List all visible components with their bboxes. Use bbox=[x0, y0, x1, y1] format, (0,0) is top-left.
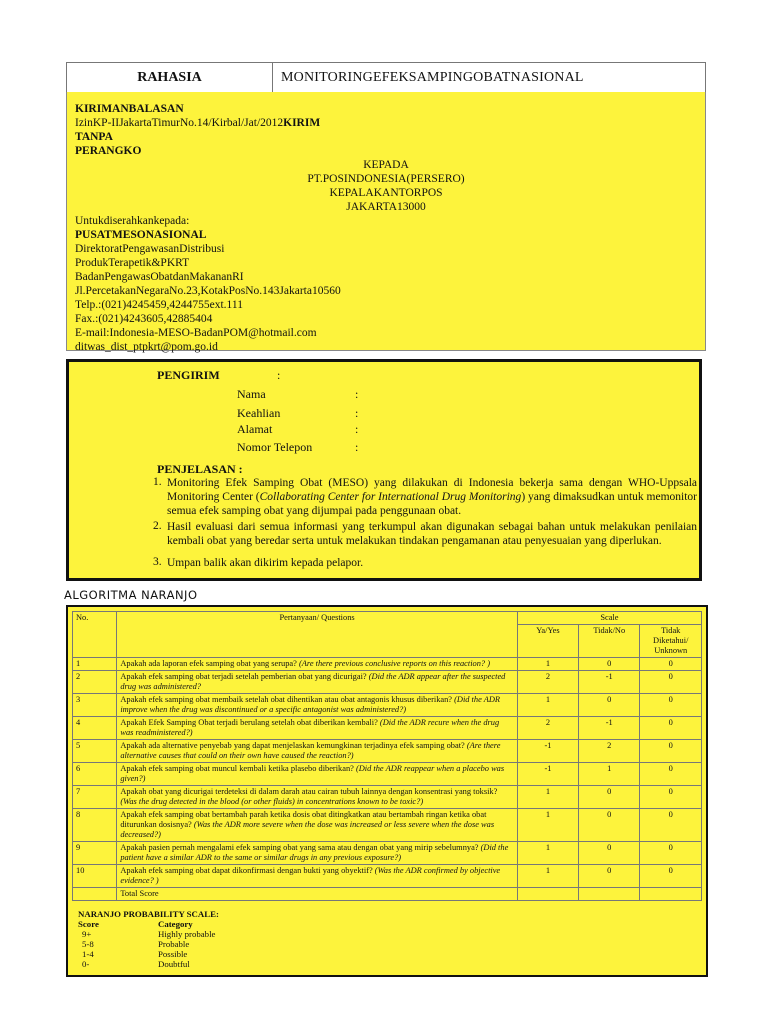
row-unknown: 0 bbox=[640, 786, 702, 809]
algoritma-title: ALGORITMA NARANJO bbox=[64, 588, 198, 602]
question-en: (Was the ADR confirmed by objective evidence? ) bbox=[120, 866, 501, 885]
item-1-text bbox=[167, 476, 697, 518]
row-unknown: 0 bbox=[640, 865, 702, 888]
fax: Fax.:(021)4243605,42885404 bbox=[75, 313, 213, 325]
header-title: MONITORINGEFEKSAMPINGOBATNASIONAL bbox=[281, 70, 584, 85]
total-unknown bbox=[640, 888, 702, 901]
probability-row bbox=[78, 959, 219, 969]
question-id: Apakah efek samping obat membaik setelah obat dihentikan atau obat antagonis khusus diberikan? bbox=[120, 695, 453, 704]
question-en: (Are there previous conclusive reports on this reaction? ) bbox=[298, 659, 490, 668]
row-tidak: 0 bbox=[579, 865, 640, 888]
row-tidak: 0 bbox=[579, 694, 640, 717]
email: E-mail:Indonesia-MESO-BadanPOM@hotmail.com bbox=[75, 327, 317, 339]
question-en: (Was the drug detected in the blood (or other fluids) in concentrations known to be toxic?) bbox=[120, 797, 424, 806]
table-row bbox=[73, 865, 702, 888]
probability-row bbox=[78, 929, 219, 939]
row-question bbox=[117, 694, 517, 717]
row-no: 5 bbox=[73, 740, 117, 763]
item-3-text: Umpan balik akan dikirim kepada pelapor. bbox=[167, 557, 364, 569]
row-yes: 1 bbox=[517, 786, 578, 809]
row-yes: 1 bbox=[517, 842, 578, 865]
row-no: 9 bbox=[73, 842, 117, 865]
penjelasan-title: PENJELASAN : bbox=[157, 462, 243, 476]
row-no: 4 bbox=[73, 717, 117, 740]
question-id: Apakah efek samping obat muncul kembali ketika plasebo diberikan? bbox=[120, 764, 354, 773]
colon-nama: : bbox=[355, 387, 359, 401]
probability-score: 5-8 bbox=[82, 939, 94, 949]
item-2-num: 2. bbox=[153, 520, 162, 532]
pos-indonesia: PT.POSINDONESIA(PERSERO) bbox=[307, 173, 465, 185]
row-yes: 1 bbox=[517, 865, 578, 888]
th-yes: Ya/Yes bbox=[517, 625, 578, 658]
probability-score: 0- bbox=[82, 959, 90, 969]
row-yes: 1 bbox=[517, 658, 578, 671]
row-unknown: 0 bbox=[640, 809, 702, 842]
probability-category: Doubtful bbox=[158, 959, 190, 969]
question-en: (Did the ADR appear after the suspected drug was administered? bbox=[120, 672, 506, 691]
colon-alamat: : bbox=[355, 422, 359, 436]
item-1-text-a: Monitoring Efek Samping Obat (MESO) yang dilakukan di Indonesia bekerja sama dengan WHO-Uppsala Monitoring Center ( bbox=[167, 477, 697, 503]
table-row bbox=[73, 740, 702, 763]
th-tidak: Tidak/No bbox=[579, 625, 640, 658]
row-unknown: 0 bbox=[640, 671, 702, 694]
question-id: Apakah ada alternative penyebab yang dapat menjelaskan kemungkinan terjadinya efek samping obat? bbox=[120, 741, 465, 750]
question-id: Apakah Efek Samping Obat terjadi berulang setelah obat diberikan kembali? bbox=[120, 718, 378, 727]
row-no: 6 bbox=[73, 763, 117, 786]
field-alamat: Alamat bbox=[237, 422, 273, 436]
row-yes: -1 bbox=[517, 740, 578, 763]
header-table bbox=[66, 62, 706, 94]
probability-header bbox=[78, 919, 219, 929]
question-en: (Did the ADR recure when the drug was readministered?) bbox=[120, 718, 500, 737]
address-block bbox=[66, 92, 706, 351]
row-question bbox=[117, 671, 517, 694]
row-tidak: 0 bbox=[579, 809, 640, 842]
perangko: PERANGKO bbox=[75, 145, 142, 157]
kirim-text: KIRIM bbox=[283, 117, 321, 129]
probability-category: Highly probable bbox=[158, 929, 216, 939]
naranjo-table bbox=[72, 611, 702, 901]
item-3-num: 3. bbox=[153, 556, 162, 568]
row-question bbox=[117, 842, 517, 865]
row-question bbox=[117, 786, 517, 809]
probability-row bbox=[78, 949, 219, 959]
telp: Telp.:(021)4245459,4244755ext.111 bbox=[75, 299, 243, 311]
item-1-text-italic: Collaborating Center for International Drug Monitoring bbox=[259, 491, 522, 503]
row-yes: 1 bbox=[517, 694, 578, 717]
probability-category: Possible bbox=[158, 949, 188, 959]
row-unknown: 0 bbox=[640, 740, 702, 763]
row-tidak: -1 bbox=[579, 717, 640, 740]
direktorat: DirektoratPengawasanDistribusi bbox=[75, 243, 225, 255]
pengirim-box bbox=[66, 359, 702, 581]
row-tidak: -1 bbox=[579, 671, 640, 694]
row-no: 2 bbox=[73, 671, 117, 694]
item-1-text-b: ) yang dimaksudkan untuk memonitor semua efek samping obat yang dijumpai pada penggunaan obat. bbox=[167, 491, 698, 517]
probability-row bbox=[78, 939, 219, 949]
probability-category: Probable bbox=[158, 939, 190, 949]
row-question bbox=[117, 763, 517, 786]
probability-rows bbox=[78, 929, 219, 969]
field-telepon: Nomor Telepon bbox=[237, 440, 313, 454]
header-rahasia: RAHASIA bbox=[67, 63, 273, 93]
table-row bbox=[73, 809, 702, 842]
row-no: 3 bbox=[73, 694, 117, 717]
row-question bbox=[117, 809, 517, 842]
address-street: Jl.PercetakanNegaraNo.23,KotakPosNo.143Jakarta10560 bbox=[75, 285, 341, 297]
item-2-text: Hasil evaluasi dari semua informasi yang terkumpul akan digunakan sebagai bahan untuk melakukan penilaian kembali obat yang beredar serta untuk melakukan tindakan pengamanan atau penyesuaian yang diperlukan. bbox=[167, 521, 697, 547]
row-question bbox=[117, 717, 517, 740]
table-row bbox=[73, 671, 702, 694]
row-yes: 2 bbox=[517, 717, 578, 740]
kepala-kantor: KEPALAKANTORPOS bbox=[329, 187, 443, 199]
total-yes bbox=[517, 888, 578, 901]
row-no: 8 bbox=[73, 809, 117, 842]
row-unknown: 0 bbox=[640, 717, 702, 740]
izin-text: IzinKP-IIJakartaTimurNo.14/Kirbal/Jat/2012 bbox=[75, 117, 284, 129]
row-unknown: 0 bbox=[640, 658, 702, 671]
category-header: Category bbox=[158, 919, 193, 929]
pusat-meso: PUSATMESONASIONAL bbox=[75, 229, 207, 241]
row-no: 7 bbox=[73, 786, 117, 809]
row-unknown: 0 bbox=[640, 842, 702, 865]
probability-scale bbox=[78, 909, 219, 969]
probability-score: 1-4 bbox=[82, 949, 94, 959]
th-question: Pertanyaan/ Questions bbox=[117, 612, 517, 658]
table-row bbox=[73, 842, 702, 865]
row-no: 1 bbox=[73, 658, 117, 671]
question-id: Apakah ada laporan efek samping obat yang serupa? bbox=[120, 659, 297, 668]
row-tidak: 0 bbox=[579, 842, 640, 865]
untuk-diserahkan: Untukdiserahkankepada: bbox=[75, 215, 190, 227]
question-en: (Are there alternative causes that could on their own have caused the reaction?) bbox=[120, 741, 501, 760]
tanpa: TANPA bbox=[75, 131, 113, 143]
question-en: (Did the patient have a similar ADR to the same or similar drugs in any previous exposure?) bbox=[120, 843, 509, 862]
score-header: Score bbox=[78, 919, 99, 929]
total-empty bbox=[73, 888, 117, 901]
table-row bbox=[73, 717, 702, 740]
field-keahlian: Keahlian bbox=[237, 406, 281, 420]
row-unknown: 0 bbox=[640, 694, 702, 717]
table-row bbox=[73, 786, 702, 809]
table-row bbox=[73, 658, 702, 671]
probability-title: NARANJO PROBABILITY SCALE: bbox=[78, 909, 219, 919]
row-tidak: 2 bbox=[579, 740, 640, 763]
badan-pom: BadanPengawasObatdanMakananRI bbox=[75, 271, 244, 283]
row-yes: 1 bbox=[517, 809, 578, 842]
row-yes: -1 bbox=[517, 763, 578, 786]
total-score-label: Total Score bbox=[117, 888, 517, 901]
question-id: Apakah pasien pernah mengalami efek samping obat yang sama atau dengan obat yang mirip sebelumnya? bbox=[120, 843, 479, 852]
izin-line bbox=[75, 116, 320, 130]
colon-keahlian: : bbox=[355, 406, 359, 420]
question-en: (Did the ADR improve when the drug was discontinued or a specific antagonist was administered?) bbox=[120, 695, 501, 714]
kepada: KEPADA bbox=[363, 159, 409, 171]
question-en: (Did the ADR reappear when a placebo was given?) bbox=[120, 764, 505, 783]
row-question bbox=[117, 740, 517, 763]
field-nama: Nama bbox=[237, 387, 266, 401]
item-1-num: 1. bbox=[153, 476, 162, 488]
th-unknown: Tidak Diketahui/ Unknown bbox=[640, 625, 702, 658]
question-id: Apakah obat yang dicurigai terdeteksi di dalam darah atau cairan tubuh lainnya dengan konsentrasi yang toksik? bbox=[120, 787, 498, 796]
th-scale: Scale bbox=[517, 612, 701, 625]
table-row bbox=[73, 763, 702, 786]
row-no: 10 bbox=[73, 865, 117, 888]
question-id: Apakah efek samping obat dapat dikonfirmasi dengan bukti yang obyektif? bbox=[120, 866, 373, 875]
row-unknown: 0 bbox=[640, 763, 702, 786]
produk-terapetik: ProdukTerapetik&PKRT bbox=[75, 257, 190, 269]
ditwas-email: ditwas_dist_ptpkrt@pom.go.id bbox=[75, 341, 218, 353]
th-no: No. bbox=[73, 612, 117, 658]
pengirim-title: PENGIRIM bbox=[157, 368, 220, 382]
jakarta: JAKARTA13000 bbox=[346, 201, 426, 213]
row-question bbox=[117, 865, 517, 888]
colon-telepon: : bbox=[355, 440, 359, 454]
kiriman-balasan: KIRIMANBALASAN bbox=[75, 103, 184, 115]
question-id: Apakah efek samping obat terjadi setelah pemberian obat yang dicurigai? bbox=[120, 672, 367, 681]
naranjo-body bbox=[73, 658, 702, 888]
row-question bbox=[117, 658, 517, 671]
row-tidak: 1 bbox=[579, 763, 640, 786]
question-en: (Was the ADR more severe when the dose was increased or less severe when the dose was decreased?) bbox=[120, 820, 495, 839]
question-id: Apakah efek samping obat bertambah parah ketika dosis obat ditingkatkan atau bertambah ringan ketika obat diturunkan dosisnya? bbox=[120, 810, 487, 829]
row-tidak: 0 bbox=[579, 658, 640, 671]
table-row bbox=[73, 694, 702, 717]
pengirim-colon: : bbox=[277, 368, 281, 382]
naranjo-table-wrap bbox=[66, 605, 708, 977]
total-no bbox=[579, 888, 640, 901]
row-yes: 2 bbox=[517, 671, 578, 694]
row-tidak: 0 bbox=[579, 786, 640, 809]
probability-score: 9+ bbox=[82, 929, 92, 939]
